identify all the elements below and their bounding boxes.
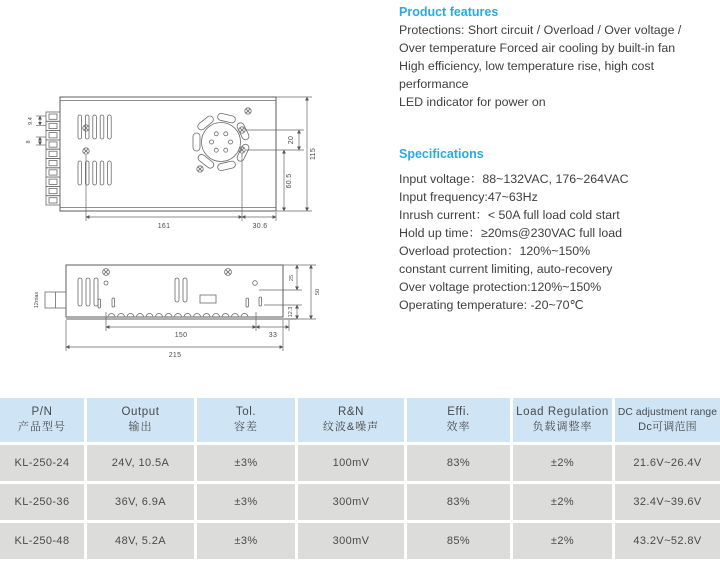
cell-tolerance: ±3% — [197, 484, 295, 520]
dim-60-5: 60.5 — [286, 173, 293, 189]
dim-50: 50 — [315, 288, 321, 296]
dim-9-4: 9.4 — [28, 117, 34, 125]
feature-line: High efficiency, low temperature rise, high cost — [399, 59, 655, 73]
header-en: DC adjustment range — [617, 407, 718, 418]
dim-30-6: 30.6 — [252, 223, 268, 230]
feature-line: LED indicator for power on — [399, 95, 546, 109]
dim-12max: 12max — [34, 291, 40, 309]
case-outline — [60, 97, 276, 211]
dim-33: 33 — [268, 332, 278, 339]
right-text-column — [399, 0, 720, 314]
spacer — [399, 111, 720, 142]
spec-line: Input voltage：88~132VAC, 176~264VAC — [399, 172, 629, 186]
cell-ripple: 300mV — [298, 484, 404, 520]
cell-output: 48V, 5.2A — [87, 523, 194, 559]
cell-tolerance: ±3% — [197, 523, 295, 559]
spec-line: Input frequency:47~63Hz — [399, 190, 538, 204]
cell-efficiency: 83% — [407, 445, 510, 481]
column-header-output — [87, 398, 194, 442]
cell-output: 24V, 10.5A — [87, 445, 194, 481]
side-vents — [78, 269, 262, 308]
product-features-heading: Product features — [399, 5, 499, 19]
header-zh: 产品型号 — [18, 421, 66, 433]
column-header-efficiency — [407, 398, 510, 442]
cell-dc-range: 43.2V~52.8V — [615, 523, 720, 559]
cell-pn: KL-250-48 — [0, 523, 84, 559]
feature-line: performance — [399, 77, 469, 91]
header-zh: 纹波&噪声 — [322, 421, 380, 433]
terminal-block — [46, 112, 60, 205]
cell-load-regulation: ±2% — [513, 484, 612, 520]
dim-20: 20 — [288, 135, 295, 145]
spacer — [399, 163, 720, 170]
column-header-pn — [0, 398, 84, 442]
header-en: Tol. — [235, 406, 257, 418]
cell-dc-range: 21.6V~26.4V — [615, 445, 720, 481]
dim-12-3: 12.3 — [288, 306, 294, 318]
header-zh: 效率 — [446, 421, 471, 433]
header-en: R&N — [337, 406, 365, 418]
spec-line: constant current limiting, auto-recovery — [399, 262, 613, 276]
column-header-load-regulation — [513, 398, 612, 442]
specifications-heading: Specifications — [399, 147, 484, 161]
input-connector — [34, 291, 66, 308]
spec-line: Inrush current：< 50A full load cold start — [399, 208, 620, 222]
spec-line: Operating temperature: -20~70℃ — [399, 298, 584, 312]
top-view-drawing — [18, 85, 320, 237]
cell-output: 36V, 6.9A — [87, 484, 194, 520]
dimension-terminal-pitch — [26, 116, 46, 145]
feature-line: Protections: Short circuit / Overload / Over voltage / — [399, 23, 682, 37]
dim-8: 8 — [26, 140, 32, 144]
column-header-ripple-noise — [298, 398, 404, 442]
cell-pn: KL-250-24 — [0, 445, 84, 481]
header-en: P/N — [31, 406, 53, 418]
side-view-drawing — [18, 250, 330, 365]
cell-efficiency: 83% — [407, 484, 510, 520]
fan — [193, 113, 250, 172]
cell-load-regulation: ±2% — [513, 445, 612, 481]
cell-load-regulation: ±2% — [513, 523, 612, 559]
dimension-right-side — [246, 97, 317, 211]
header-en: Load Regulation — [516, 406, 609, 418]
top-view-svg — [18, 85, 320, 237]
side-view-svg — [18, 250, 330, 365]
header-zh: 容差 — [234, 421, 258, 433]
spec-line: Overload protection：120%~150% — [399, 244, 591, 258]
dim-25: 25 — [289, 274, 295, 282]
feature-line: Over temperature Forced air cooling by built-in fan — [399, 41, 676, 55]
header-zh: 负载调整率 — [532, 421, 593, 433]
spec-line: Hold up time：≥20ms@230VAC full load — [399, 226, 623, 240]
column-header-tolerance — [197, 398, 295, 442]
cell-dc-range: 32.4V~39.6V — [615, 484, 720, 520]
column-header-dc-adjust-range — [615, 398, 720, 442]
cell-tolerance: ±3% — [197, 445, 295, 481]
dim-115: 115 — [310, 147, 317, 161]
cell-ripple: 300mV — [298, 523, 404, 559]
dimension-150-33 — [106, 312, 289, 339]
dim-161: 161 — [157, 223, 171, 230]
header-en: Output — [121, 406, 160, 418]
header-zh: Dc可调范围 — [638, 421, 697, 433]
cell-ripple: 100mV — [298, 445, 404, 481]
cell-pn: KL-250-36 — [0, 484, 84, 520]
dimension-161-30_6 — [86, 153, 276, 230]
spec-line: Over voltage protection:120%~150% — [399, 280, 602, 294]
cell-efficiency: 85% — [407, 523, 510, 559]
dim-150: 150 — [174, 332, 188, 339]
dimension-215 — [66, 320, 283, 359]
header-zh: 输出 — [128, 421, 153, 433]
header-en: Effi. — [447, 406, 470, 418]
spec-table — [0, 398, 720, 559]
dim-215: 215 — [168, 352, 182, 359]
case-outline-side — [66, 265, 296, 319]
dimension-right-side-2 — [259, 265, 321, 319]
